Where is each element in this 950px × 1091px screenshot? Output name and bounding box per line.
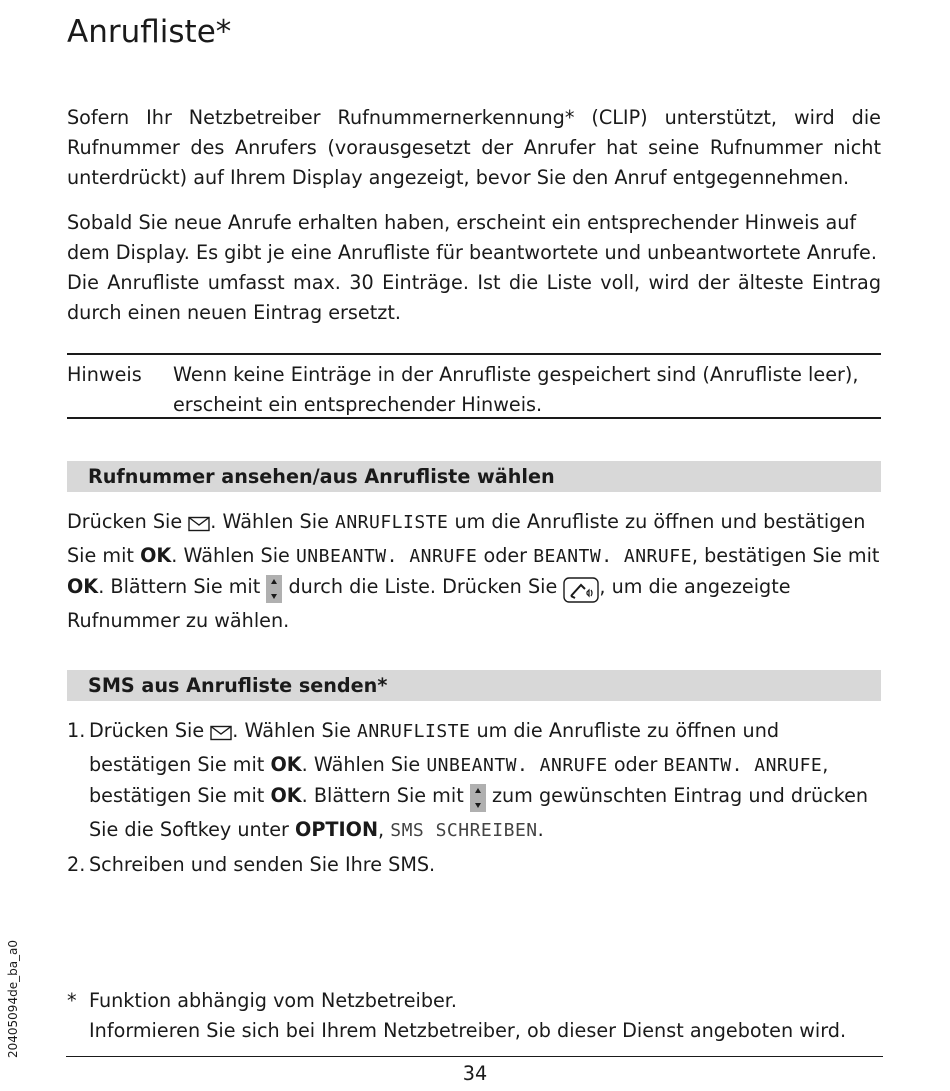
text-run: Blättern Sie mit bbox=[313, 784, 464, 807]
ok-key-label: OK bbox=[270, 784, 302, 807]
scroll-icon bbox=[266, 575, 282, 606]
ok-key-label: OK bbox=[270, 753, 302, 776]
text-run: , um die angezeigte Rufnummer zu wählen. bbox=[67, 575, 791, 632]
list-number: 2. bbox=[67, 853, 86, 876]
intro-paragraph-notice: Sobald Sie neue Anrufe erhalten haben, erscheint ein entsprechender Hinweis auf dem Display. Es gibt je eine Anrufliste für beantwortete und unbeantwortete Anrufe. bbox=[67, 211, 877, 264]
ok-key-label: OK bbox=[140, 544, 172, 567]
document-code: 20405094de_ba_a0 bbox=[6, 939, 20, 1058]
intro-paragraph-capacity: Die Anrufliste umfasst max. 30 Einträge. Ist die Liste voll, wird der älteste Eintrag durch einen neuen Eintrag ersetzt. bbox=[67, 271, 881, 324]
page-title: Anrufliste* bbox=[67, 14, 232, 50]
list-item bbox=[67, 850, 881, 880]
ok-key-label: OK bbox=[67, 575, 99, 598]
display-text-beantw: BEANTW. ANRUFE bbox=[533, 546, 692, 567]
section-heading-text: Rufnummer ansehen/aus Anrufliste wählen bbox=[88, 465, 555, 488]
text-run: oder bbox=[483, 544, 528, 567]
list-number: 1. bbox=[67, 719, 86, 742]
display-text-sms-schreiben: SMS SCHREIBEN bbox=[390, 820, 538, 841]
text-run: . Wählen Sie bbox=[210, 510, 329, 533]
text-run: um die Anrufliste zu öffnen und bestätigen Sie mit bbox=[89, 719, 780, 776]
call-icon bbox=[563, 576, 599, 606]
text-run: , bestätigen Sie mit bbox=[691, 544, 880, 567]
footnote-line: Informieren Sie sich bei Ihrem Netzbetreiber, ob dieser Dienst angeboten wird. bbox=[89, 1019, 847, 1042]
list-item bbox=[67, 716, 881, 846]
text-run: um die Anrufliste zu öffnen und bestätigen Sie mit bbox=[67, 510, 866, 567]
note-label: Hinweis bbox=[67, 363, 142, 386]
text-run: zum gewünschten Eintrag und drücken Sie die Softkey unter bbox=[89, 784, 869, 841]
section-heading-sms bbox=[67, 670, 881, 701]
text-run: , bbox=[378, 818, 385, 841]
text-run: . Wählen Sie bbox=[232, 719, 351, 742]
section-heading-text: SMS aus Anrufliste senden* bbox=[88, 674, 388, 697]
page-number: 34 bbox=[462, 1062, 488, 1085]
display-text-unbeantw: UNBEANTW. ANRUFE bbox=[426, 755, 608, 776]
envelope-icon bbox=[210, 720, 232, 750]
footnote-line: Funktion abhängig vom Netzbetreiber. bbox=[89, 989, 458, 1012]
text-run: . bbox=[537, 818, 544, 841]
section1-instructions bbox=[67, 507, 881, 636]
note-box bbox=[67, 353, 881, 419]
intro-paragraph-clip: Sofern Ihr Netzbetreiber Rufnummernerkennung* (CLIP) unterstützt, wird die Rufnummer des Anrufers (vorausgesetzt der Anrufer hat seine Rufnummer nicht unterdrückt) auf Ihrem Display angezeigt, bevor Sie den Anruf entgegennehmen. bbox=[67, 106, 881, 189]
note-text: Wenn keine Einträge in der Anrufliste gespeichert sind (Anrufliste leer), erscheint ein entsprechender Hinweis. bbox=[173, 363, 859, 416]
footnote bbox=[67, 986, 881, 1046]
envelope-icon bbox=[188, 511, 210, 541]
text-run: Drücken Sie bbox=[89, 719, 205, 742]
text-run: oder bbox=[613, 753, 658, 776]
display-text-anrufliste: ANRUFLISTE bbox=[356, 721, 471, 742]
footnote-marker: * bbox=[67, 989, 77, 1012]
footer-rule bbox=[66, 1056, 883, 1057]
list-item-text: Schreiben und senden Sie Ihre SMS. bbox=[89, 853, 436, 876]
text-run: Drücken Sie bbox=[67, 510, 183, 533]
text-run: , bestätigen Sie mit bbox=[89, 753, 829, 807]
text-run: durch die Liste. Drücken Sie bbox=[288, 575, 558, 598]
display-text-unbeantw: UNBEANTW. ANRUFE bbox=[295, 546, 478, 567]
text-run: . Wählen Sie bbox=[301, 753, 421, 776]
scroll-icon bbox=[470, 784, 486, 815]
text-run: . Wählen Sie bbox=[171, 544, 290, 567]
display-text-anrufliste: ANRUFLISTE bbox=[334, 512, 449, 533]
text-run: . bbox=[98, 575, 105, 598]
text-run: Blättern Sie mit bbox=[110, 575, 261, 598]
section-heading-view-dial bbox=[67, 461, 881, 492]
option-key-label: OPTION bbox=[295, 818, 379, 841]
display-text-beantw: BEANTW. ANRUFE bbox=[663, 755, 823, 776]
text-run: . bbox=[301, 784, 308, 807]
